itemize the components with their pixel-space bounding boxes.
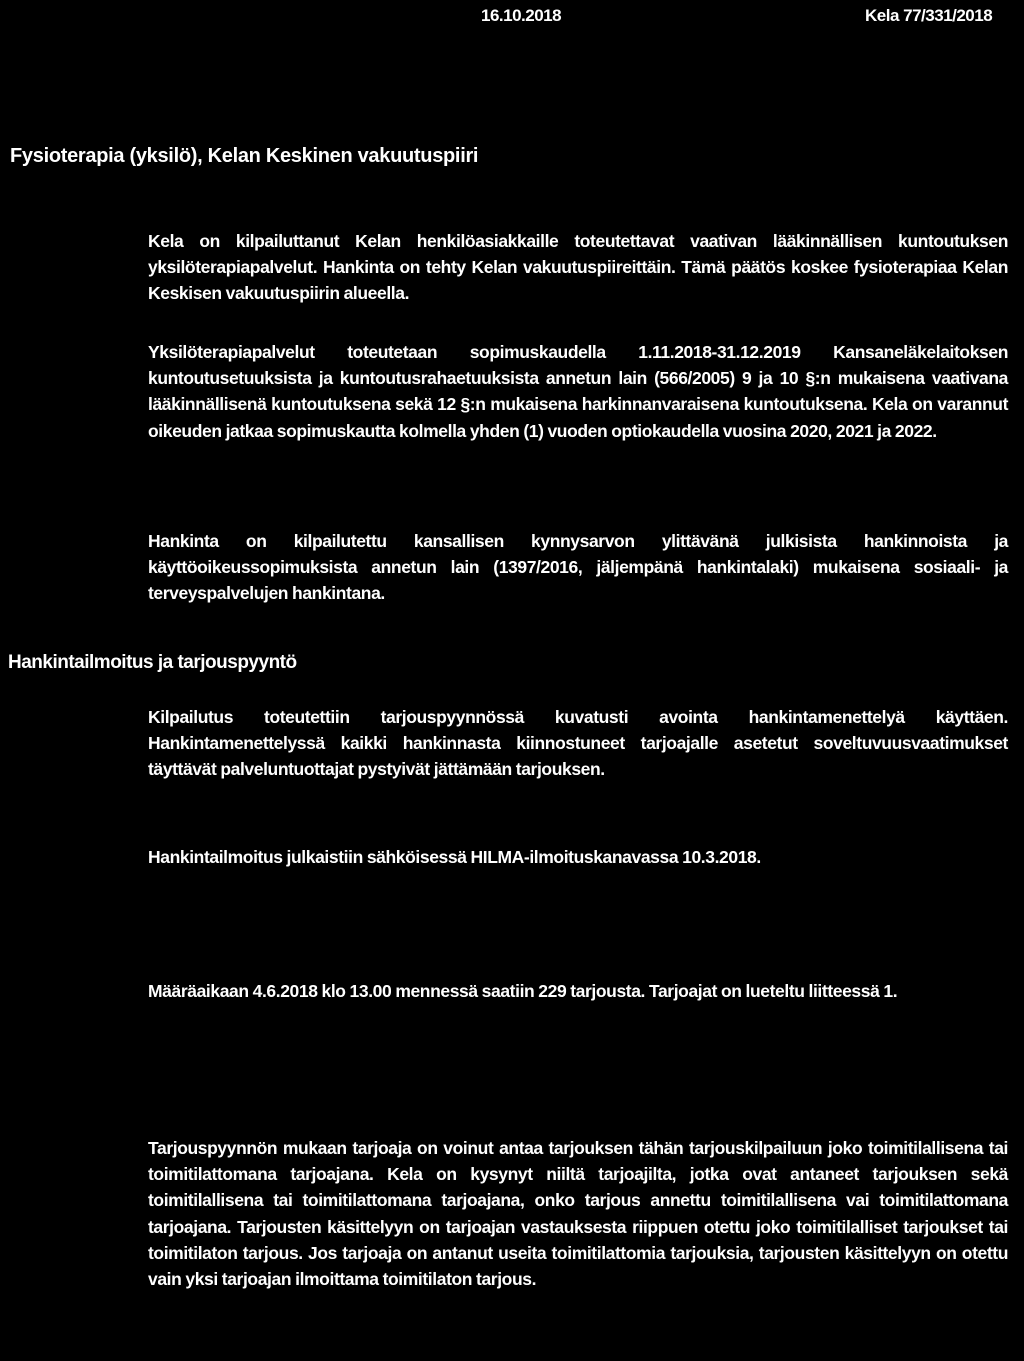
document-date: 16.10.2018 (481, 6, 562, 25)
competition-paragraph: Kilpailutus toteutettiin tarjouspyynnössä kuvatusti avointa hankintamenettelyä käyttäen. Hankintamenettelyssä kaikki hankinnasta kiinnostuneet tarjoajalle asetetut soveltuvuusvaatimukset täyttävät palveluntuottajat pystyivät jättämään tarjouksen. (148, 707, 1008, 780)
contract-period-paragraph: Yksilöterapiapalvelut toteutetaan sopimuskaudella 1.11.2018-31.12.2019 Kansaneläkelaitoksen kuntoutusetuuksista ja kuntoutusrahaetuuksista annetun lain (566/2005) 9 ja 10 §:n mukaisena vaativana lääkinnällisenä kuntoutuksena sekä 12 §:n mukaisena harkinnanvaraisena kuntoutuksena. Kela on varannut oikeuden jatkaa sopimuskautta kolmella yhden (1) vuoden optiokaudella vuosina 2020, 2021 ja 2022. (148, 342, 1008, 441)
intro-paragraph: Kela on kilpailuttanut Kelan henkilöasiakkaille toteutettavat vaativan lääkinnällisen kuntoutuksen yksilöterapiapalvelut. Hankinta on tehty Kelan vakuutuspiireittäin. Tämä päätös koskee fysioterapiaa Kelan Keskisen vakuutuspiirin alueella. (148, 231, 1008, 304)
document-title: Fysioterapia (yksilö), Kelan Keskinen vakuutuspiiri (10, 145, 479, 167)
document-reference: Kela 77/331/2018 (865, 6, 993, 25)
deadline-paragraph: Määräaikaan 4.6.2018 klo 13.00 mennessä saatiin 229 tarjousta. Tarjoajat on lueteltu liitteessä 1. (148, 981, 898, 1001)
procurement-paragraph: Hankinta on kilpailutettu kansallisen kynnysarvon ylittävänä julkisista hankinnoista ja käyttöoikeussopimuksista annetun lain (1397/2016, jäljempänä hankintalaki) mukaisena sosiaali- ja terveyspalvelujen hankintana. (148, 531, 1008, 604)
section-heading: Hankintailmoitus ja tarjouspyyntö (8, 652, 297, 673)
notice-paragraph: Hankintailmoitus julkaistiin sähköisessä HILMA-ilmoituskanavassa 10.3.2018. (148, 847, 761, 867)
bids-paragraph: Tarjouspyynnön mukaan tarjoaja on voinut antaa tarjouksen tähän tarjouskilpailuun joko toimitilallisena tai toimitilattomana tarjoajana. Kela on kysynyt niiltä tarjoajilta, jotka ovat antaneet tarjouksen sekä toimitilallisena tai toimitilattomana tarjoajana, onko tarjous annettu toimitilallisena vai toimitilattomana tarjoajana. Tarjousten käsittelyyn on tarjoajan vastauksesta riippuen otettu joko toimitilalliset tarjoukset tai toimitilaton tarjous. Jos tarjoaja on antanut useita toimitilattomia tarjouksia, tarjousten käsittelyyn on otettu vain yksi tarjoajan ilmoittama toimitilaton tarjous. (148, 1138, 1008, 1290)
